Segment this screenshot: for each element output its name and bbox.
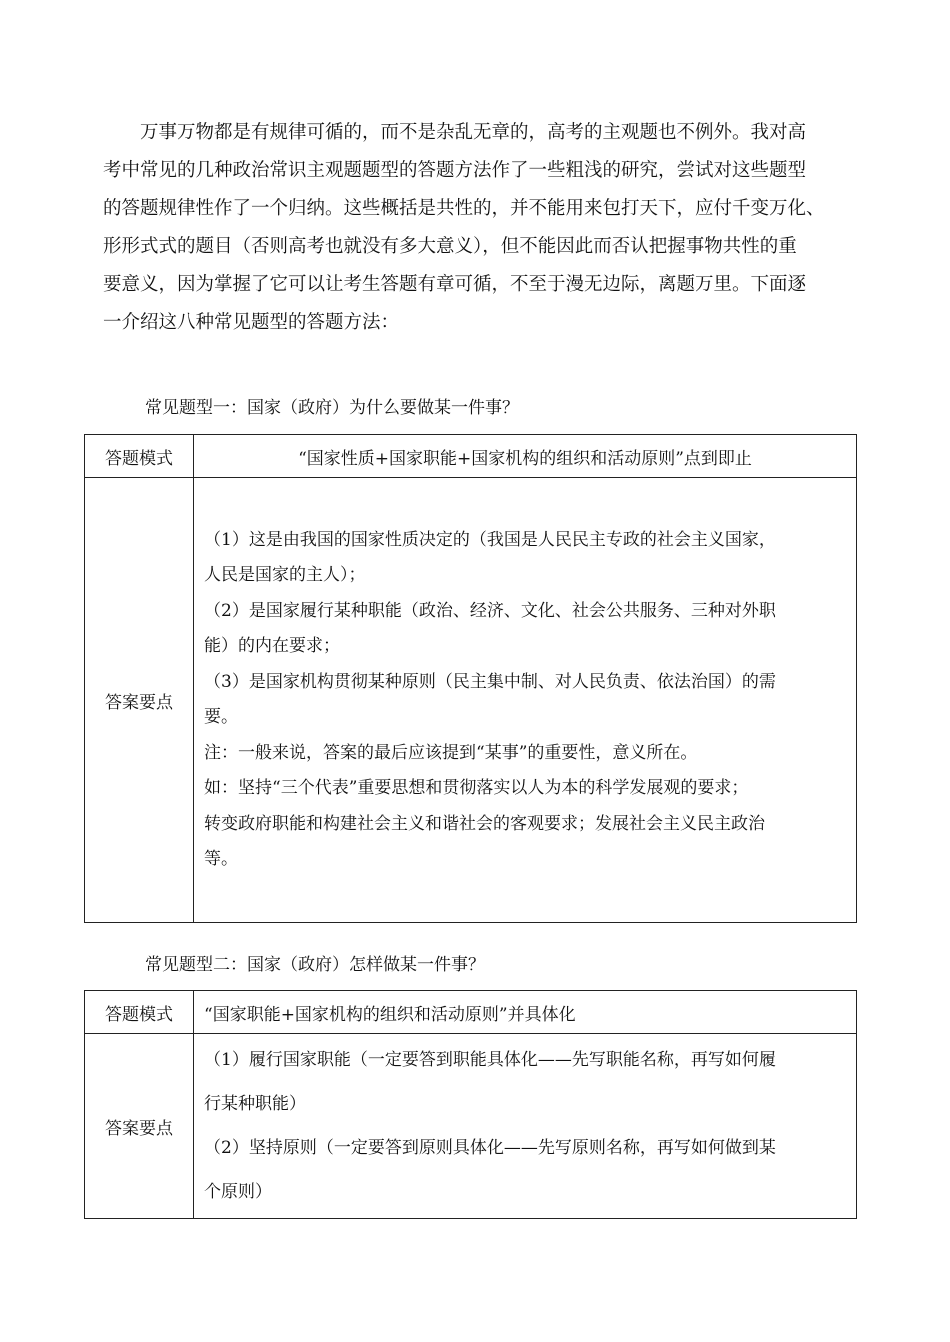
points-label: 答案要点 bbox=[85, 1034, 194, 1219]
intro-line: 要意义，因为掌握了它可以让考生答题有章可循，不至于漫无边际，离题万里。下面逐 bbox=[103, 274, 807, 295]
points-label: 答案要点 bbox=[85, 478, 194, 923]
table-row bbox=[85, 435, 857, 478]
answer-point: （3）是国家机构贯彻某种原则（民主集中制、对人民负责、依法治国）的需 bbox=[204, 671, 776, 692]
mode-label: 答题模式 bbox=[85, 435, 194, 478]
answer-point: 行某种职能） bbox=[204, 1094, 306, 1114]
answer-point: 注：一般来说，答案的最后应该提到“某事”的重要性，意义所在。 bbox=[204, 742, 698, 763]
intro-line: 形形式式的题目（否则高考也就没有多大意义），但不能因此而否认把握事物共性的重 bbox=[103, 236, 797, 257]
points-cell bbox=[194, 1034, 857, 1219]
answer-point: 要。 bbox=[204, 707, 238, 727]
answer-point: 等。 bbox=[204, 849, 238, 869]
intro-line: 的答题规律性作了一个归纳。这些概括是共性的，并不能用来包打天下，应付千变万化、 bbox=[103, 198, 825, 219]
section2-heading: 常见题型二：国家（政府）怎样做某一件事？ bbox=[145, 955, 485, 975]
section2-table bbox=[84, 990, 857, 1219]
intro-paragraph bbox=[103, 114, 855, 342]
mode-label: 答题模式 bbox=[85, 991, 194, 1034]
answer-point: 个原则） bbox=[204, 1182, 272, 1202]
section1-table bbox=[84, 434, 857, 923]
answer-point: 如：坚持“三个代表”重要思想和贯彻落实以人为本的科学发展观的要求； bbox=[204, 778, 749, 798]
section1-heading: 常见题型一：国家（政府）为什么要做某一件事？ bbox=[145, 398, 519, 418]
table-row bbox=[85, 478, 857, 923]
intro-line: 万事万物都是有规律可循的，而不是杂乱无章的，高考的主观题也不例外。我对高 bbox=[103, 122, 807, 143]
mode-text: “国家职能+国家机构的组织和活动原则”并具体化 bbox=[194, 991, 857, 1034]
answer-point: 能）的内在要求； bbox=[204, 636, 340, 656]
answer-point: （1）履行国家职能（一定要答到职能具体化——先写职能名称，再写如何履 bbox=[204, 1050, 776, 1070]
mode-text: “国家性质+国家职能+国家机构的组织和活动原则”点到即止 bbox=[194, 435, 857, 478]
answer-point: 人民是国家的主人）； bbox=[204, 565, 366, 585]
points-cell bbox=[194, 478, 857, 923]
table-row bbox=[85, 1034, 857, 1219]
answer-point: （2）是国家履行某种职能（政治、经济、文化、社会公共服务、三种对外职 bbox=[204, 600, 776, 621]
intro-line: 考中常见的几种政治常识主观题题型的答题方法作了一些粗浅的研究，尝试对这些题型 bbox=[103, 160, 807, 181]
table-row bbox=[85, 991, 857, 1034]
answer-point: （2）坚持原则（一定要答到原则具体化——先写原则名称，再写如何做到某 bbox=[204, 1138, 776, 1158]
answer-point: （1）这是由我国的国家性质决定的（我国是人民民主专政的社会主义国家， bbox=[204, 529, 776, 550]
answer-point: 转变政府职能和构建社会主义和谐社会的客观要求；发展社会主义民主政治 bbox=[204, 813, 765, 834]
intro-line: 一介绍这八种常见题型的答题方法： bbox=[103, 312, 400, 333]
